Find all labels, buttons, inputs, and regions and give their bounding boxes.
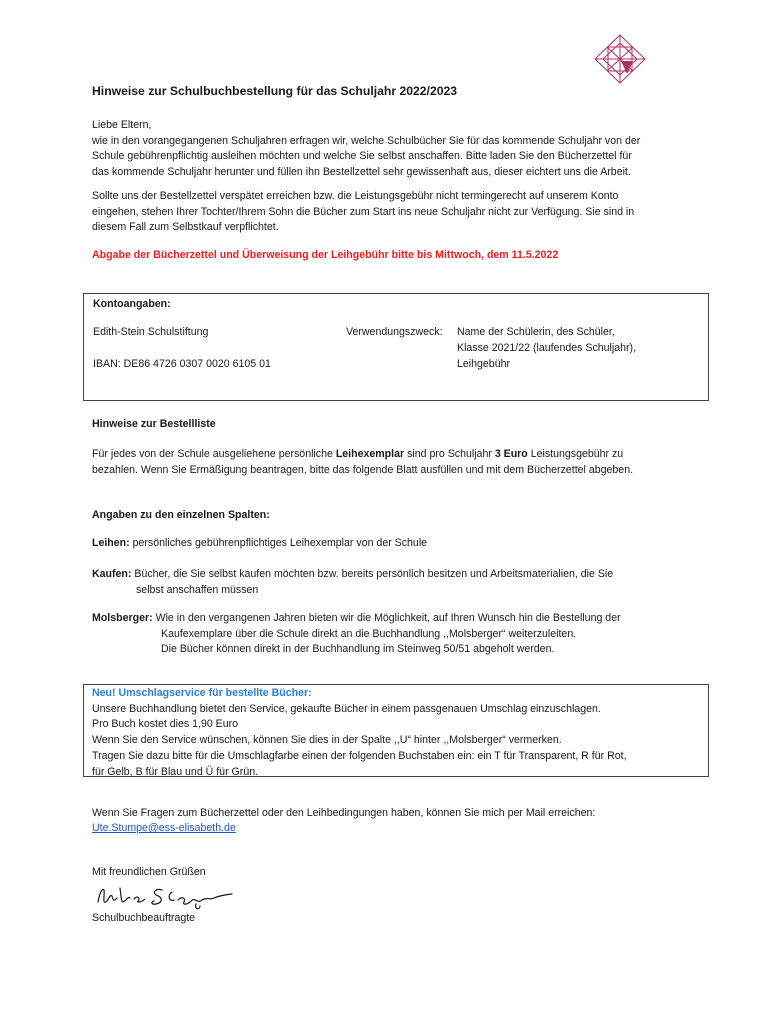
cover-service-line: Tragen Sie dazu bitte für die Umschlagfarbe einen der folgenden Buchstaben ein: ein T für Transparent, R für Rot, [92, 749, 627, 762]
greeting: Liebe Eltern, [92, 119, 152, 131]
column-kaufen: Kaufen: Bücher, die Sie selbst kaufen möchten bzw. bereits persönlich besitzen und Arbeitsmaterialien, die Sie selbst anschaffen müssen [92, 568, 614, 596]
order-list-paragraph [92, 447, 703, 478]
role-label: Schulbuchbeauftragte [92, 912, 196, 924]
deadline-notice: Abgabe der Bücherzettel und Überweisung der Leihgebühr bitte bis Mittwoch, dem 11.5.2022 [92, 249, 559, 261]
iban: IBAN: DE86 4726 0307 0020 6105 01 [93, 358, 271, 370]
cover-service-line: Pro Buch kostet dies 1,90 Euro [92, 718, 239, 731]
closing-greeting: Mit freundlichen Grüßen [92, 866, 206, 878]
account-details-box [83, 293, 709, 401]
intro-line: Schule gebührenpflichtig ausleihen möchten und welche Sie selbst anschaffen. Bitte laden Sie den Bücherzettel für [92, 150, 632, 163]
account-name: Edith-Stein Schulstiftung [93, 326, 209, 338]
column-leihen: Leihen: persönliches gebührenpflichtiges Leihexemplar von der Schule [92, 537, 428, 549]
late-notice-paragraph [92, 189, 703, 236]
contact-text: Wenn Sie Fragen zum Bücherzettel oder den Leihbedingungen haben, können Sie mich per Mail erreichen: [92, 807, 596, 819]
school-logo-icon [580, 34, 660, 84]
late-line: Sollte uns der Bestellzettel verspätet erreichen bzw. die Leistungsgebühr nicht termingerecht auf unserem Konto [92, 190, 619, 202]
cover-service-line: Wenn Sie den Service wünschen, können Sie dies in der Spalte ,,U“ hinter ,,Molsberger“ vermerken. [92, 734, 562, 747]
order-list-heading: Hinweise zur Bestellliste [92, 418, 216, 430]
intro-paragraph [92, 118, 703, 181]
intro-line: wie in den vorangegangenen Schuljahren erfragen wir, welche Schulbücher Sie für das kommende Schuljahr von der [92, 134, 641, 147]
purpose-line: Klasse 2021/22 (laufendes Schuljahr), [457, 342, 637, 354]
signature-image [92, 882, 242, 912]
cover-service-heading: Neu! Umschlagservice für bestellte Bücher: [92, 687, 312, 699]
purpose-line: Name der Schülerin, des Schüler, [457, 326, 615, 338]
contact-email-link[interactable]: Ute.Stumpe@ess-elisabeth.de [92, 822, 236, 834]
columns-heading: Angaben zu den einzelnen Spalten: [92, 509, 270, 521]
page-title: Hinweise zur Schulbuchbestellung für das Schuljahr 2022/2023 [92, 84, 458, 98]
cover-service-line: Unsere Buchhandlung bietet den Service, gekaufte Bücher in einem passgenauen Umschlag einzuschlagen. [92, 702, 601, 715]
fee-line: Für jedes von der Schule ausgeliehene persönliche Leihexemplar sind pro Schuljahr 3 Euro Leistungsgebühr zu [92, 448, 624, 460]
cover-service-box [83, 684, 709, 777]
cover-service-line: für Gelb, B für Blau und Ü für Grün. [92, 765, 259, 778]
purpose-label: Verwendungszweck: [346, 326, 443, 338]
column-molsberger: Molsberger: Wie in den vergangenen Jahren bieten wir die Möglichkeit, auf Ihren Wunsch hin die Bestellung der Kaufexemplare über die Schule direkt an die Buchhandlung ,,Molsberger“ weiterzuleiten. Die Bücher können direkt in der Buchhandlung im Steinweg 50/51 abgeholt werden. [92, 612, 621, 656]
late-line: eingehen, stehen Ihrer Tochter/Ihrem Sohn die Bücher zum Start ins neue Schuljahr nicht zur Verfügung. Sie sind in [92, 205, 635, 218]
intro-line: das kommende Schuljahr herunter und füllen ihn Bestellzettel sehr gewissenhaft aus, dieser eichtert uns die Arbeit. [92, 166, 631, 179]
fee-line: bezahlen. Wenn Sie Ermäßigung beantragen, bitte das folgende Blatt ausfüllen und mit dem Bücherzettel abgeben. [92, 463, 634, 476]
account-heading: Kontoangaben: [93, 298, 171, 310]
late-line: diesem Fall zum Selbstkauf verpflichtet. [92, 221, 279, 234]
purpose-line: Leihgebühr [457, 358, 511, 370]
